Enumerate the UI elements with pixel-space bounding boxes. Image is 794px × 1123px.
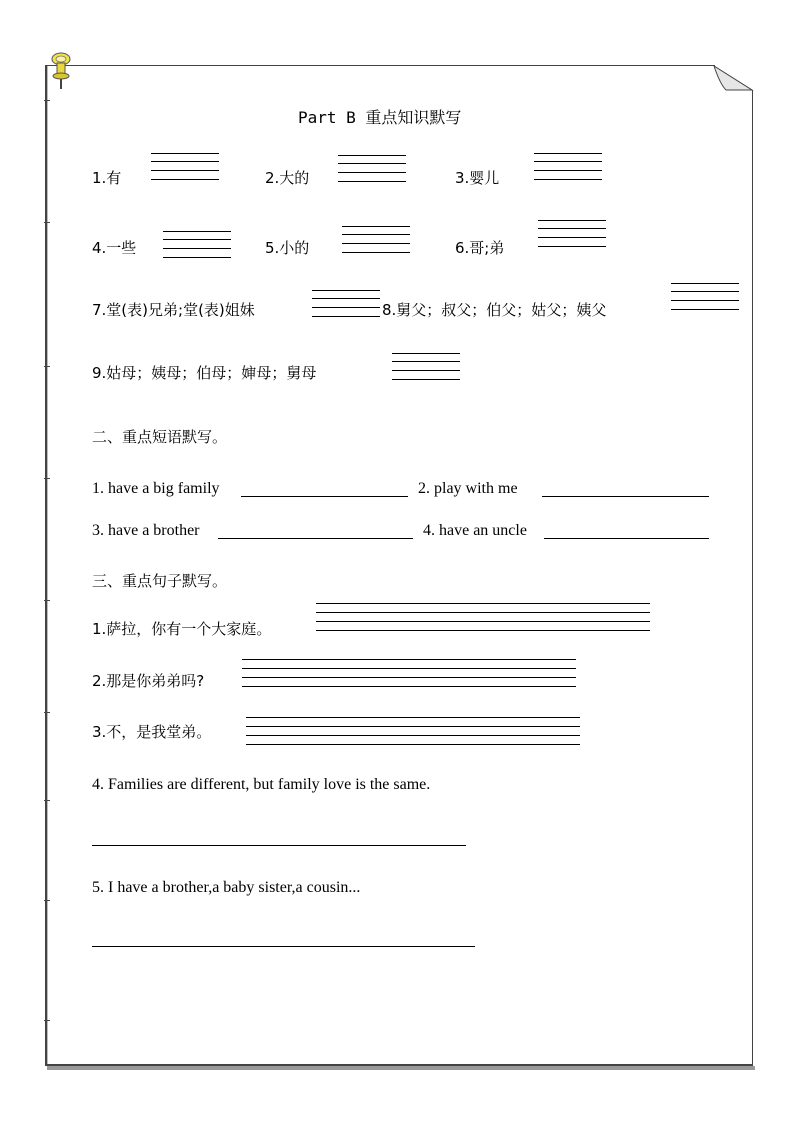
answer-blank[interactable] xyxy=(92,946,475,947)
margin-tick xyxy=(44,478,50,479)
page-frame-top xyxy=(45,65,715,66)
sentence-item: 5. I have a brother,a baby sister,a cousin... xyxy=(92,879,361,896)
vocab-item: 5.小的 xyxy=(265,239,310,257)
answer-blank[interactable] xyxy=(92,845,466,846)
sentences-heading: 三、重点句子默写。 xyxy=(92,572,228,590)
vocab-item: 1.有 xyxy=(92,169,122,187)
four-line-blank[interactable] xyxy=(151,153,219,181)
four-line-blank[interactable] xyxy=(316,603,650,633)
margin-tick xyxy=(44,1020,50,1021)
four-line-blank[interactable] xyxy=(338,155,406,183)
phrase-item: 2. play with me xyxy=(418,480,518,497)
four-line-blank[interactable] xyxy=(163,231,231,259)
vocab-item: 2.大的 xyxy=(265,169,310,187)
margin-tick xyxy=(44,366,50,367)
four-line-blank[interactable] xyxy=(312,290,380,318)
page-frame-right xyxy=(752,90,753,1066)
pushpin-icon xyxy=(48,50,76,92)
four-line-blank[interactable] xyxy=(342,226,410,254)
vocab-item: 8.舅父；叔父；伯父；姑父；姨父 xyxy=(382,301,607,319)
answer-blank[interactable] xyxy=(241,496,408,497)
phrase-item: 3. have a brother xyxy=(92,522,200,539)
page-title: Part B 重点知识默写 xyxy=(298,108,462,127)
folded-corner-icon xyxy=(710,62,756,94)
phrases-heading: 二、重点短语默写。 xyxy=(92,428,228,446)
margin-tick xyxy=(44,712,50,713)
four-line-blank[interactable] xyxy=(534,153,602,181)
four-line-blank[interactable] xyxy=(246,717,580,747)
margin-tick xyxy=(44,800,50,801)
margin-tick xyxy=(44,222,50,223)
sentence-item: 3.不，是我堂弟。 xyxy=(92,723,212,741)
vocab-item: 4.一些 xyxy=(92,239,137,257)
sentence-item: 2.那是你弟弟吗? xyxy=(92,672,205,690)
four-line-blank[interactable] xyxy=(671,283,739,311)
sentence-item: 1.萨拉，你有一个大家庭。 xyxy=(92,620,272,638)
page-frame-bottom-shadow xyxy=(47,1066,755,1070)
vocab-item: 6.哥;弟 xyxy=(455,239,505,257)
answer-blank[interactable] xyxy=(542,496,709,497)
vocab-item: 9.姑母；姨母；伯母；婶母；舅母 xyxy=(92,364,317,382)
margin-tick xyxy=(44,600,50,601)
answer-blank[interactable] xyxy=(544,538,709,539)
vocab-item: 7.堂(表)兄弟;堂(表)姐妹 xyxy=(92,301,255,319)
four-line-blank[interactable] xyxy=(538,220,606,248)
vocab-item: 3.婴儿 xyxy=(455,169,500,187)
margin-tick xyxy=(44,900,50,901)
margin-tick xyxy=(44,100,50,101)
four-line-blank[interactable] xyxy=(392,353,460,381)
answer-blank[interactable] xyxy=(218,538,413,539)
phrase-item: 1. have a big family xyxy=(92,480,220,497)
phrase-item: 4. have an uncle xyxy=(423,522,527,539)
page-frame-left-shadow xyxy=(47,66,48,1066)
sentence-item: 4. Families are different, but family love is the same. xyxy=(92,776,431,793)
four-line-blank[interactable] xyxy=(242,659,576,689)
